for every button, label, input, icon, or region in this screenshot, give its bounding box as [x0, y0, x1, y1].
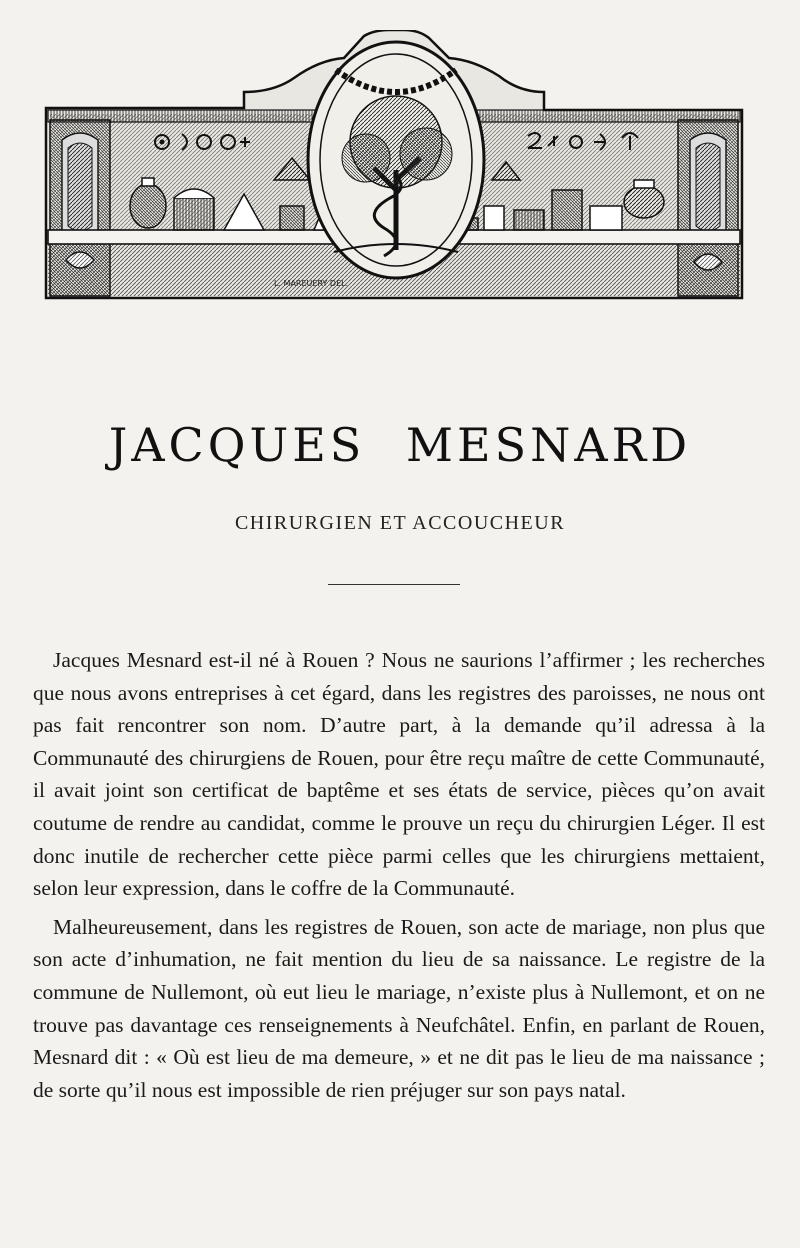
- header-engraving: [44, 30, 744, 302]
- engraver-signature: L. MAREUERY DEL.: [274, 279, 349, 288]
- body-text: [33, 644, 765, 1112]
- page-title: JACQUES MESNARD: [108, 418, 692, 472]
- paragraph: Malheureusement, dans les registres de Rouen, son acte de mariage, non plus que son acte d’inhumation, ne fait mention du lieu de sa naissance. Le registre de la commune de Nullemont, où eut lieu le mariage, n’existe plus à Nullemont, et on ne trouve pas davantage ces renseignements à Neufchâtel. Enfin, en parlant de Rouen, Mesnard dit : « Où est lieu de ma demeure, » et ne dit pas le lieu de ma naissance ; de sorte qu’il nous est impossible de rien préjuger sur son pays natal.: [33, 914, 765, 1102]
- title-divider: [328, 584, 460, 585]
- page-subtitle: CHIRURGIEN ET ACCOUCHEUR: [234, 512, 566, 534]
- paragraph: Jacques Mesnard est-il né à Rouen ? Nous ne saurions l’affirmer ; les recherches que nous avons entreprises à cet égard, dans les registres des paroisses, ne nous ont pas fait rencontrer son nom. D’autre part, à la demande qu’il adressa à la Communauté des chirurgiens de Rouen, pour être reçu maître de cette Communauté, il avait joint son certificat de baptême et ses états de service, pièces qu’on avait coutume de rendre au candidat, comme le prouve un reçu du chirurgien Léger. Il est donc inutile de rechercher cette pièce parmi celles que les chirurgiens mettaient, selon leur expression, dans le coffre de la Communauté.: [33, 648, 765, 901]
